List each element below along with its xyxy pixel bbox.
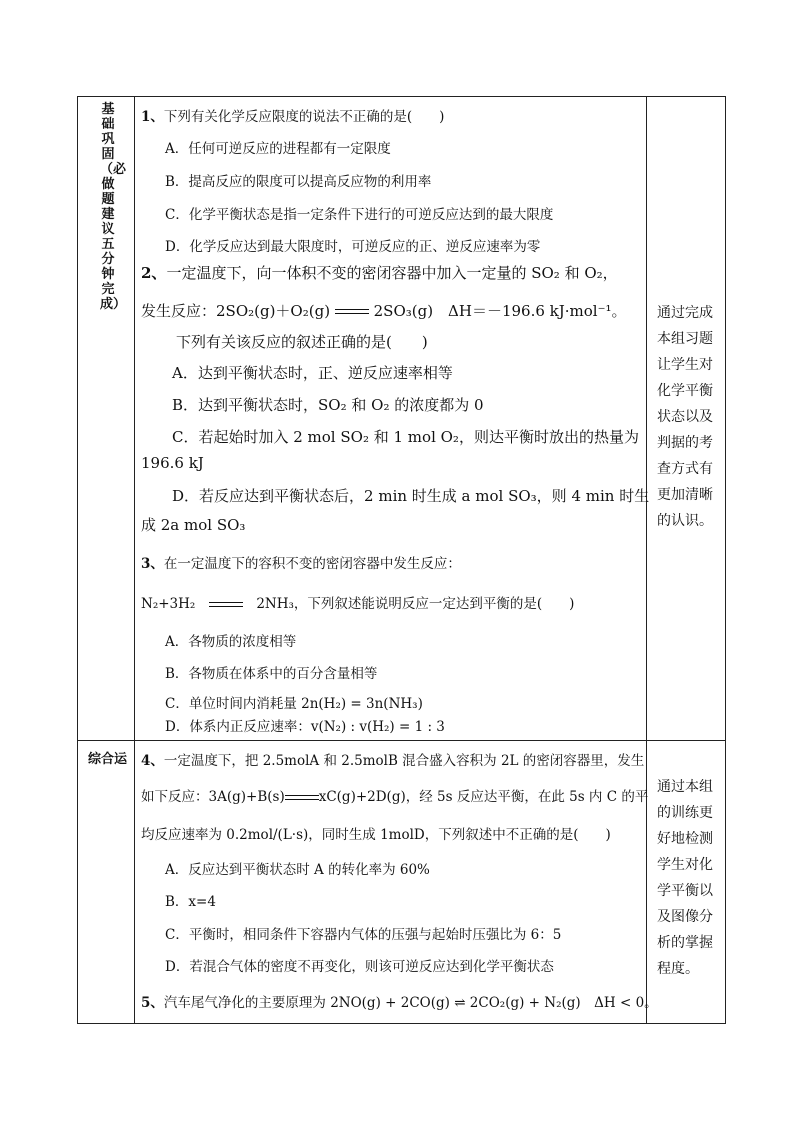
note-line: 本组习题 xyxy=(657,331,713,347)
note-line: 学平衡以 xyxy=(657,883,713,899)
note-line: 析的掌握 xyxy=(657,935,713,951)
note-line: 判据的考 xyxy=(657,435,713,451)
equilibrium-arrow-icon xyxy=(209,600,243,610)
question-1-option-d: D．化学反应达到最大限度时，可逆反应的正、逆反应速率为零 xyxy=(165,239,541,255)
question-2-option-a: A．达到平衡状态时，正、逆反应速率相等 xyxy=(172,364,453,382)
question-1-option-b: B．提高反应的限度可以提高反应物的利用率 xyxy=(165,174,432,190)
note-line: 通过完成 xyxy=(657,305,713,321)
equilibrium-arrow-icon xyxy=(285,793,319,803)
question-2-option-c-line1: C．若起始时加入 2 mol SO₂ 和 1 mol O₂，则达平衡时放出的热量为 xyxy=(172,428,639,446)
note-line: 程度。 xyxy=(657,961,699,977)
section-label-basic: 基础巩固（必做题建议五分钟完成） xyxy=(100,102,127,312)
question-4-stem-line3: 均反应速率为 0.2mol/(L·s)，同时生成 1molD，下列叙述中不正确的是( ) xyxy=(141,827,611,843)
question-4-stem-line2: 如下反应：3A(g)+B(s) xC(g)+2D(g)，经 5s 反应达平衡，在此 5s 内 C 的平 xyxy=(141,789,649,805)
question-3-equation: N₂+3H₂ 2NH₃，下列叙述能说明反应一定达到平衡的是( ) xyxy=(141,596,575,612)
question-2-option-d-line2: 成 2a mol SO₃ xyxy=(141,516,246,534)
note-line: 的认识。 xyxy=(657,513,713,529)
note-line: 查方式有 xyxy=(657,461,713,477)
equilibrium-arrow-icon xyxy=(335,307,369,317)
section-label-comprehensive: 综合运 xyxy=(88,752,128,767)
row-divider xyxy=(78,740,725,741)
question-4-stem-line1: 4、一定温度下，把 2.5molA 和 2.5molB 混合盛入容积为 2L 的密闭容器里，发生 xyxy=(141,753,645,769)
question-3-option-d: D．体系内正反应速率：v(N₂) : v(H₂) = 1 : 3 xyxy=(165,719,445,735)
question-2-stem-line1: 2、一定温度下，向一体积不变的密闭容器中加入一定量的 SO₂ 和 O₂， xyxy=(141,264,618,282)
question-3-option-b: B．各物质在体系中的百分含量相等 xyxy=(165,666,378,682)
question-3-option-c: C．单位时间内消耗量 2n(H₂) = 3n(NH₃) xyxy=(165,696,423,712)
question-4-option-c: C．平衡时，相同条件下容器内气体的压强与起始时压强比为 6：5 xyxy=(165,927,562,943)
question-3-option-a: A．各物质的浓度相等 xyxy=(165,634,297,650)
note-line: 状态以及 xyxy=(657,409,713,425)
column-divider xyxy=(134,97,135,1023)
note-line: 更加清晰 xyxy=(657,487,713,503)
question-3-stem: 3、在一定温度下的容积不变的密闭容器中发生反应： xyxy=(141,556,461,572)
question-1-option-c: C．化学平衡状态是指一定条件下进行的可逆反应达到的最大限度 xyxy=(165,207,554,223)
note-line: 及图像分 xyxy=(657,909,713,925)
teaching-note-comprehensive xyxy=(657,774,719,982)
note-line: 化学平衡 xyxy=(657,383,713,399)
question-4-option-a: A．反应达到平衡状态时 A 的转化率为 60% xyxy=(165,862,430,878)
question-1-stem: 1、下列有关化学反应限度的说法不正确的是( ) xyxy=(141,109,445,125)
question-2-option-c-line2: 196.6 kJ xyxy=(141,454,204,472)
note-line: 好地检测 xyxy=(657,831,713,847)
question-2-option-d-line1: D．若反应达到平衡状态后，2 min 时生成 a mol SO₃，则 4 min 时生 xyxy=(172,487,650,505)
column-divider xyxy=(646,97,647,1023)
question-5-stem: 5、汽车尾气净化的主要原理为 2NO(g) + 2CO(g) ⇌ 2CO₂(g) + N₂(g) ΔH < 0。 xyxy=(141,995,658,1011)
note-line: 的训练更 xyxy=(657,805,713,821)
note-line: 通过本组 xyxy=(657,779,713,795)
question-4-option-b: B．x=4 xyxy=(165,894,216,910)
question-2-option-b: B．达到平衡状态时，SO₂ 和 O₂ 的浓度都为 0 xyxy=(172,396,484,414)
teaching-note-basic xyxy=(657,300,719,534)
note-line: 学生对化 xyxy=(657,857,713,873)
question-1-option-a: A．任何可逆反应的进程都有一定限度 xyxy=(165,141,391,157)
question-2-stem-line2: 发生反应：2SO₂(g)＋O₂(g) 2SO₃(g) ΔH＝－196.6 kJ·mol⁻¹。 xyxy=(141,302,627,320)
note-line: 让学生对 xyxy=(657,357,713,373)
question-4-option-d: D．若混合气体的密度不再变化，则该可逆反应达到化学平衡状态 xyxy=(165,959,554,975)
question-2-stem-line3: 下列有关该反应的叙述正确的是( ) xyxy=(176,333,428,351)
